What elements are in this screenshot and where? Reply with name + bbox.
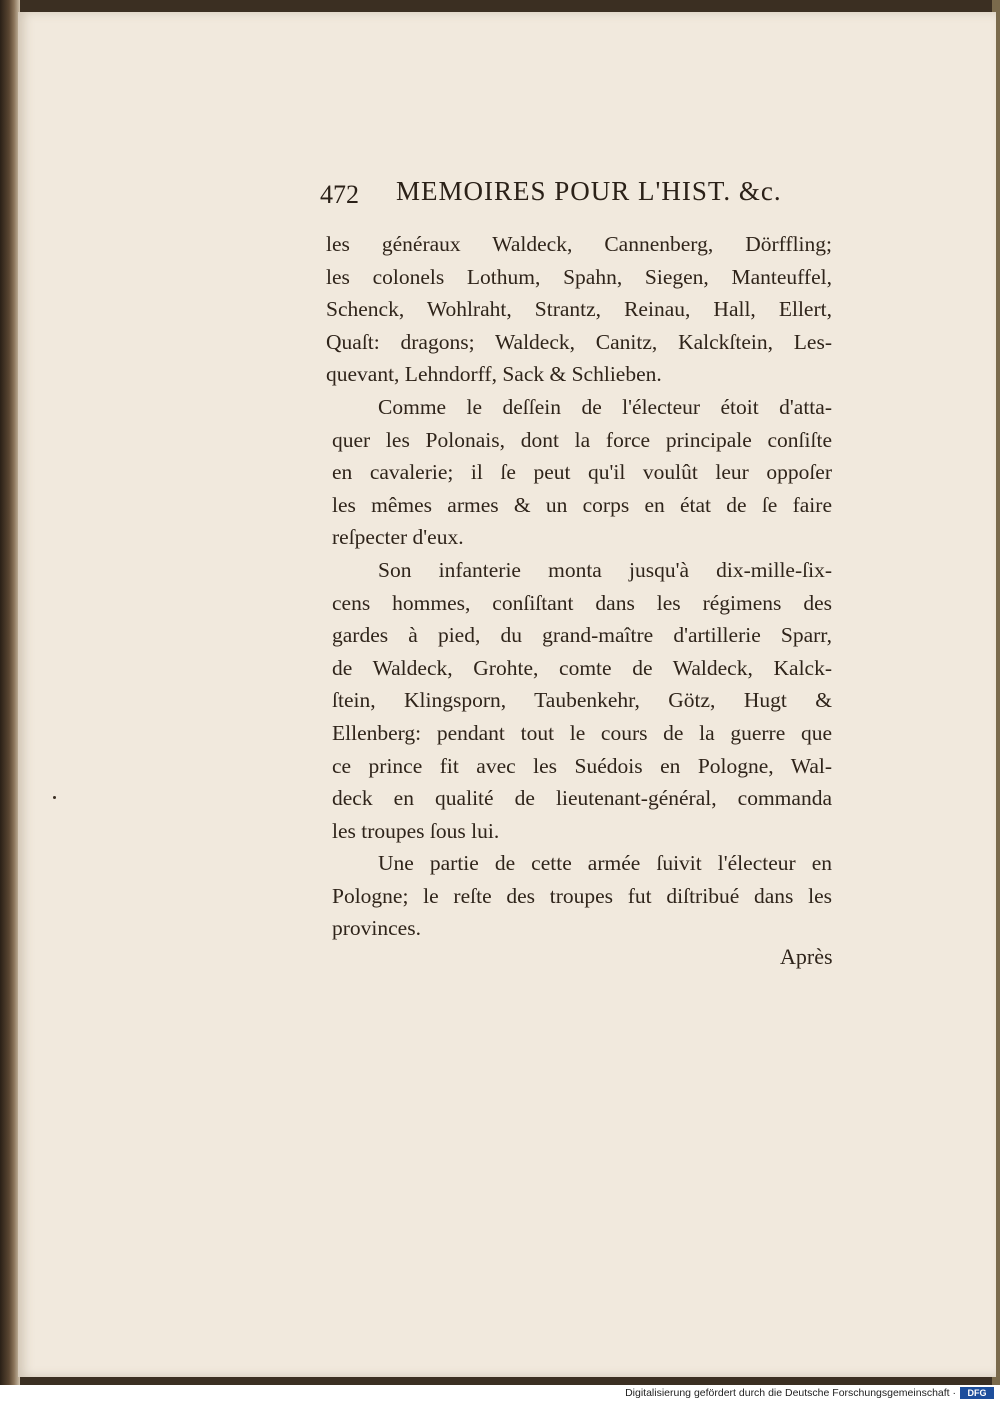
funding-credit: Digitalisierung gefördert durch die Deutsche Forschungsgemeinschaft · [625,1387,956,1399]
book-binding [0,0,20,1385]
text-line: Comme le deſſein de l'électeur étoit d'atta- [378,394,832,419]
text-line: les colonels Lothum, Spahn, Siegen, Manteuffel, [326,264,832,289]
text-line: ce prince fit avec les Suédois en Pologne, Wal- [332,753,832,778]
text-line: ſtein, Klingsporn, Taubenkehr, Götz, Hugt & [332,688,832,713]
page-header [320,172,840,216]
page-number: 472 [320,180,359,209]
text-line: quer les Polonais, dont la force principale conſiſte [332,427,832,452]
text-line: deck en qualité de lieutenant-général, commanda [332,786,832,811]
text-line: les généraux Waldeck, Cannenberg, Dörffling; [326,232,832,256]
paper-speck [53,796,56,799]
text-line: Une partie de cette armée ſuivit l'électeur en [378,851,832,876]
text-line: les mêmes armes & un corps en état de ſe faire [332,492,832,517]
text-line: les troupes ſous lui. [332,818,500,843]
text-line: Ellenberg: pendant tout le cours de la guerre que [332,720,832,745]
body-text [326,228,832,945]
footer-bar [0,1385,1000,1403]
text-line: de Waldeck, Grohte, comte de Waldeck, Kalck- [332,655,832,680]
text-line: cens hommes, conſiſtant dans les régimens des [332,590,832,615]
running-title: MEMOIRES POUR L'HIST. &c. [396,176,782,206]
dfg-logo: DFG [960,1387,994,1399]
text-line: Son infanterie monta jusqu'à dix-mille-ſix- [378,557,832,582]
text-line: Schenck, Wohlraht, Strantz, Reinau, Hall, Ellert, [326,297,832,322]
text-line: Quaſt: dragons; Waldeck, Canitz, Kalckſtein, Les- [326,329,832,354]
text-line: Pologne; le reſte des troupes fut diſtribué dans les [332,883,832,908]
catchword: Après [780,944,833,969]
text-line: gardes à pied, du grand-maître d'artillerie Sparr, [332,623,832,648]
text-line: reſpecter d'eux. [332,525,464,550]
text-line: provinces. [332,916,421,941]
text-line: en cavalerie; il ſe peut qu'il voulût leur oppoſer [332,460,832,485]
text-line: quevant, Lehndorff, Sack & Schlieben. [326,362,662,387]
